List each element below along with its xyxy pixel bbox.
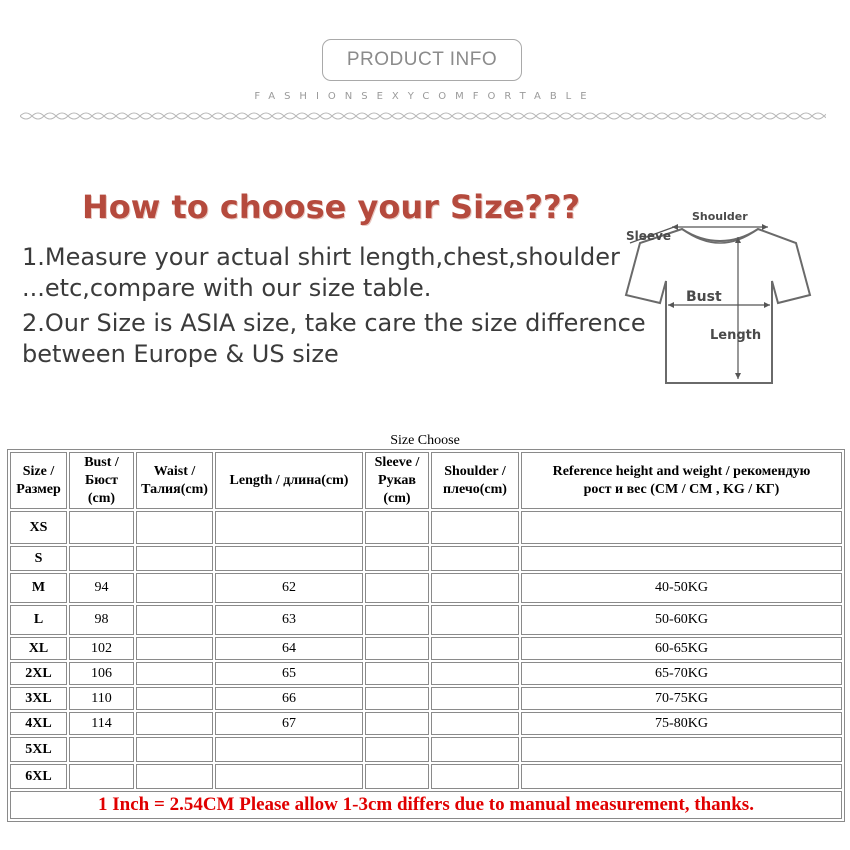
step-one-text: [22, 242, 620, 304]
cell-waist: [136, 737, 213, 762]
cell-waist: [136, 605, 213, 635]
column-header-size-line: Size /: [22, 463, 55, 479]
column-header-sleeve: [365, 452, 429, 509]
column-header-waist-line: Талия(cm): [141, 481, 208, 497]
cell-size: 6XL: [10, 764, 67, 789]
cell-size: XS: [10, 511, 67, 544]
sleeve-label: Sleeve: [626, 229, 671, 243]
how-to-choose-title: How to choose your Size???: [82, 188, 581, 226]
table-row: [10, 764, 842, 789]
cell-waist: [136, 764, 213, 789]
cell-shoulder: [431, 737, 519, 762]
cell-bust: 98: [69, 605, 134, 635]
cell-size: 4XL: [10, 712, 67, 735]
column-header-bust-line: Бюст: [84, 472, 119, 488]
cell-shoulder: [431, 712, 519, 735]
cell-reference: 65-70KG: [521, 662, 842, 685]
table-row: [10, 712, 842, 735]
table-row: [10, 637, 842, 660]
cell-bust: [69, 737, 134, 762]
tshirt-outline-icon: [626, 229, 810, 383]
table-header-row: [10, 452, 842, 509]
cell-reference: [521, 511, 842, 544]
cell-sleeve: [365, 637, 429, 660]
product-info-label: PRODUCT INFO: [346, 49, 498, 70]
cell-waist: [136, 687, 213, 710]
cell-bust: [69, 764, 134, 789]
cell-size: L: [10, 605, 67, 635]
cell-bust: 114: [69, 712, 134, 735]
bust-label: Bust: [686, 289, 722, 305]
table-row: [10, 662, 842, 685]
column-header-sleeve-line: Рукав: [378, 472, 416, 488]
product-info-badge: [322, 39, 522, 81]
column-header-bust-line: Bust /: [84, 454, 119, 470]
wave-divider: [20, 108, 826, 124]
cell-bust: 110: [69, 687, 134, 710]
column-header-bust-line: (cm): [87, 490, 116, 506]
tagline: FASHIONSEXYCOMFORTABLE: [254, 91, 596, 102]
cell-length: 67: [215, 712, 363, 735]
cell-shoulder: [431, 687, 519, 710]
cell-reference: 70-75KG: [521, 687, 842, 710]
cell-shoulder: [431, 573, 519, 603]
table-row: [10, 546, 842, 571]
column-header-waist-line: Waist /: [153, 463, 196, 479]
length-label: Length: [710, 328, 762, 343]
column-header-shoulder-line: плечо(cm): [443, 481, 507, 497]
cell-bust: 106: [69, 662, 134, 685]
cell-length: [215, 511, 363, 544]
table-caption: Size Choose: [390, 433, 460, 448]
cell-shoulder: [431, 637, 519, 660]
column-header-length: [215, 452, 363, 509]
cell-sleeve: [365, 737, 429, 762]
column-header-reference-line: Reference height and weight / рекомендую: [552, 463, 811, 479]
cell-reference: 40-50KG: [521, 573, 842, 603]
cell-length: 62: [215, 573, 363, 603]
cell-size: XL: [10, 637, 67, 660]
column-header-sleeve-line: Sleeve /: [374, 454, 420, 470]
cell-size: M: [10, 573, 67, 603]
column-header-sleeve-line: (cm): [383, 490, 411, 506]
cell-bust: 102: [69, 637, 134, 660]
cell-length: [215, 546, 363, 571]
cell-sleeve: [365, 687, 429, 710]
cell-shoulder: [431, 546, 519, 571]
cell-bust: 94: [69, 573, 134, 603]
column-header-waist: [136, 452, 213, 509]
table-row: [10, 573, 842, 603]
cell-reference: [521, 546, 842, 571]
cell-sleeve: [365, 511, 429, 544]
tshirt-measurement-diagram: [620, 205, 815, 390]
cell-reference: 50-60KG: [521, 605, 842, 635]
step-one-line-2: ...etc,compare with our size table.: [22, 274, 432, 302]
table-row: [10, 511, 842, 544]
cell-sleeve: [365, 712, 429, 735]
cell-waist: [136, 546, 213, 571]
step-two-line-1: 2.Our Size is ASIA size, take care the size difference: [22, 309, 646, 337]
column-header-size: [10, 452, 67, 509]
cell-sleeve: [365, 605, 429, 635]
size-table: [7, 449, 845, 822]
column-header-reference: [521, 452, 842, 509]
cell-reference: [521, 764, 842, 789]
cell-bust: [69, 546, 134, 571]
column-header-reference-line: рост и вес (CM / CM , KG / КГ): [583, 481, 780, 497]
cell-waist: [136, 712, 213, 735]
cell-shoulder: [431, 511, 519, 544]
cell-reference: [521, 737, 842, 762]
table-row: [10, 687, 842, 710]
step-two-line-2: between Europe & US size: [22, 340, 339, 368]
cell-size: 3XL: [10, 687, 67, 710]
footnote-text: 1 Inch = 2.54CM Please allow 1-3cm differs due to manual measurement, thanks.: [10, 791, 842, 819]
column-header-bust: [69, 452, 134, 509]
cell-size: 5XL: [10, 737, 67, 762]
table-row: [10, 605, 842, 635]
column-header-shoulder-line: Shoulder /: [444, 463, 506, 479]
cell-sleeve: [365, 764, 429, 789]
cell-waist: [136, 662, 213, 685]
shoulder-label: Shoulder: [692, 210, 748, 223]
cell-waist: [136, 637, 213, 660]
cell-shoulder: [431, 764, 519, 789]
cell-reference: 75-80KG: [521, 712, 842, 735]
column-header-length-line: Length / длина(cm): [229, 472, 349, 488]
step-two-text: [22, 308, 646, 370]
cell-length: [215, 737, 363, 762]
table-row: [10, 737, 842, 762]
cell-waist: [136, 573, 213, 603]
column-header-shoulder: [431, 452, 519, 509]
cell-reference: 60-65KG: [521, 637, 842, 660]
cell-bust: [69, 511, 134, 544]
cell-length: [215, 764, 363, 789]
cell-sleeve: [365, 662, 429, 685]
footnote-row: [10, 791, 842, 819]
column-header-size-line: Размер: [16, 481, 61, 497]
cell-shoulder: [431, 662, 519, 685]
cell-sleeve: [365, 573, 429, 603]
cell-size: 2XL: [10, 662, 67, 685]
step-one-line-1: 1.Measure your actual shirt length,chest,shoulder: [22, 243, 620, 271]
cell-length: 66: [215, 687, 363, 710]
cell-sleeve: [365, 546, 429, 571]
cell-length: 64: [215, 637, 363, 660]
cell-shoulder: [431, 605, 519, 635]
cell-length: 63: [215, 605, 363, 635]
cell-size: S: [10, 546, 67, 571]
cell-length: 65: [215, 662, 363, 685]
cell-waist: [136, 511, 213, 544]
